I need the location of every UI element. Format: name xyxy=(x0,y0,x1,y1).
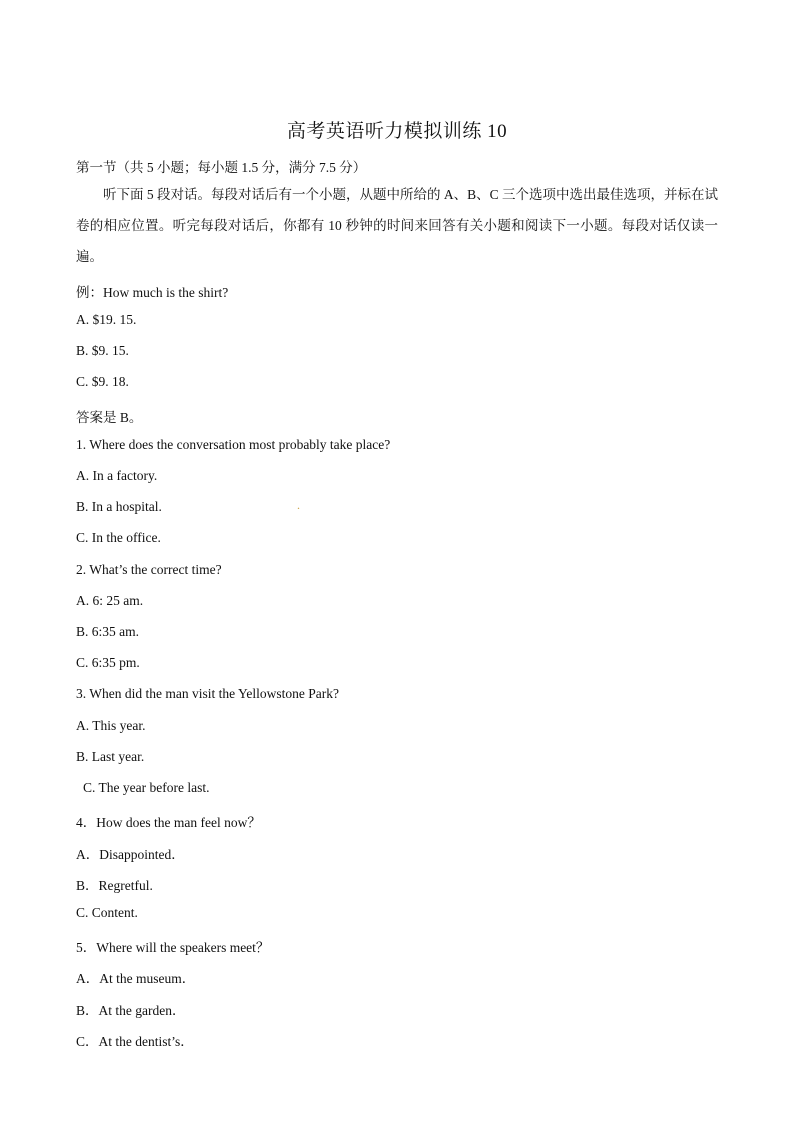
question-4: 4．How does the man feel now？ xyxy=(76,815,261,830)
question-2-option-a: A. 6: 25 am. xyxy=(76,593,144,608)
question-2-option-c: C. 6:35 pm. xyxy=(76,655,140,670)
question-4-option-b: B．Regretful. xyxy=(76,878,153,893)
question-1-option-a: A. In a factory. xyxy=(76,468,158,483)
example-answer: 答案是 B。 xyxy=(76,410,143,425)
question-1-option-b: B. In a hospital. xyxy=(76,499,162,514)
page-title: 高考英语听力模拟训练 10 xyxy=(286,121,508,142)
question-5-option-a: A．At the museum． xyxy=(76,971,196,986)
stray-mark: . xyxy=(297,498,300,512)
example-option-a: A. $19. 15. xyxy=(76,312,137,327)
question-4-option-c: C. Content. xyxy=(76,905,138,920)
question-5-option-b: B．At the garden． xyxy=(76,1003,186,1018)
question-2-option-b: B. 6:35 am. xyxy=(76,624,139,639)
instructions-paragraph: 听下面 5 段对话。每段对话后有一个小题，从题中所给的 A、B、C 三个选项中选出最佳选项，并标在试卷的相应位置。听完每段对话后，你都有 10 秒钟的时间来回答有关小题和阅读下一小题。每段对话仅读一遍。 xyxy=(76,187,719,264)
example-question: 例：How much is the shirt? xyxy=(76,285,229,300)
question-3-option-b: B. Last year. xyxy=(76,749,145,764)
section-heading: 第一节（共 5 小题；每小题 1.5 分，满分 7.5 分） xyxy=(76,160,367,175)
question-3-option-c: C. The year before last. xyxy=(83,780,210,795)
question-1-option-c: C. In the office. xyxy=(76,530,161,545)
question-3: 3. When did the man visit the Yellowstone Park? xyxy=(76,686,339,701)
example-option-b: B. $9. 15. xyxy=(76,343,129,358)
question-4-option-a: A．Disappointed． xyxy=(76,847,185,862)
question-3-option-a: A. This year. xyxy=(76,718,146,733)
question-2: 2. What’s the correct time? xyxy=(76,562,222,577)
question-5-option-c: C．At the dentist’s． xyxy=(76,1034,194,1049)
question-1: 1. Where does the conversation most probably take place? xyxy=(76,437,391,452)
question-5: 5．Where will the speakers meet？ xyxy=(76,940,270,955)
example-option-c: C. $9. 18. xyxy=(76,374,129,389)
